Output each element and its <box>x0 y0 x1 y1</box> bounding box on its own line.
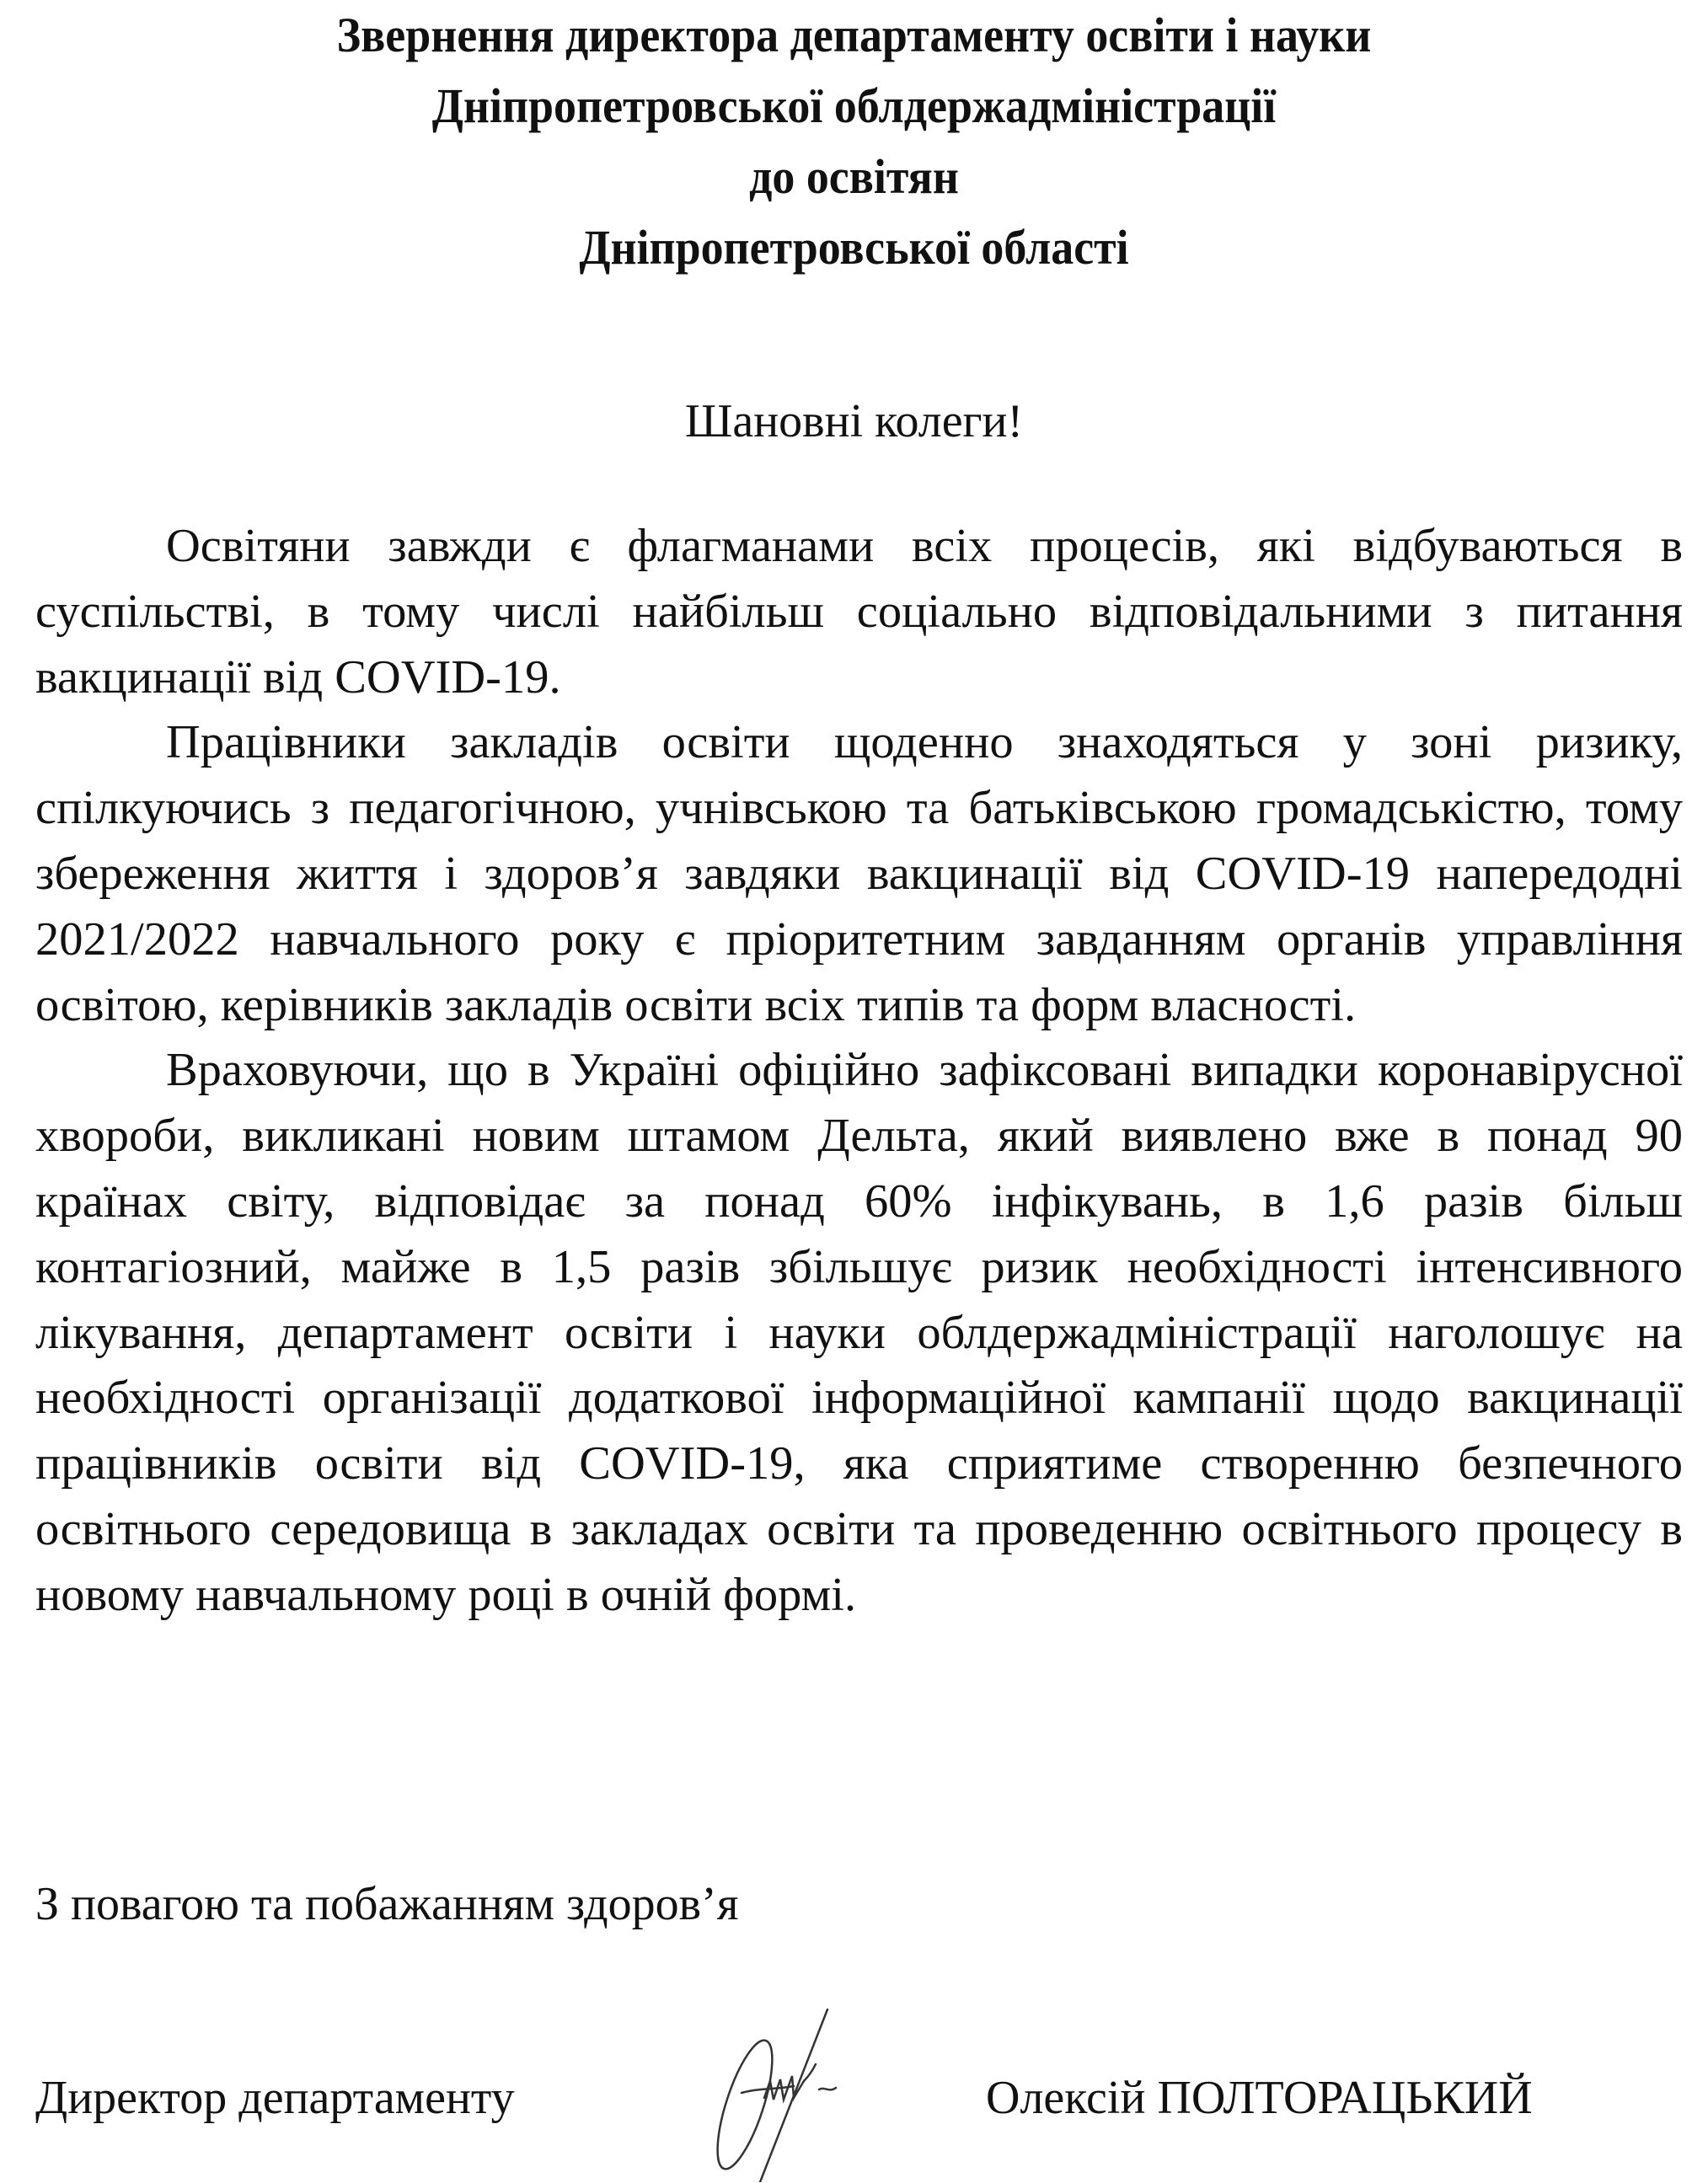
signature-block <box>35 2068 1683 2153</box>
paragraph: Освітяни завжди є флагманами всіх процесів, які відбуваються в суспільстві, в тому числі найбільш соціально відповідальними з питання вакцинації від COVID-19. <box>35 520 1683 704</box>
title-line: Дніпропетровської облдержадміністрації <box>431 78 1277 133</box>
title-line: Звернення директора департаменту освіти і науки <box>336 8 1372 62</box>
signatory-position: Директор департаменту <box>35 2072 515 2124</box>
signatory-name: Олексій ПОЛТОРАЦЬКИЙ <box>986 2072 1533 2124</box>
closing-phrase: З повагою та побажанням здоров’я <box>35 1878 739 1930</box>
document-title <box>0 0 1708 283</box>
paragraph: Працівники закладів освіти щоденно знаходяться у зоні ризику, спілкуючись з педагогічною, учнівською та батьківською громадськістю, тому збереження життя і здоров’я завдяки вакцинації від COVID-19 напередодні 2021/2022 навчального року є пріоритетним завданням органів управління освітою, керівників закладів освіти всіх типів та форм власності. <box>35 716 1683 1031</box>
greeting: Шановні колеги! <box>684 395 1024 447</box>
document-body <box>35 514 1683 1629</box>
title-line: Дніпропетровської області <box>579 220 1129 275</box>
paragraph: Враховуючи, що в Україні офіційно зафіксовані випадки коронавірусної хвороби, викликані новим штамом Дельта, який виявлено вже в понад 90 країнах світу, відповідає за понад 60% інфікувань, в 1,6 разів більш контагіозний, майже в 1,5 разів збільшує ризик необхідності інтенсивного лікування, департамент освіти і науки облдержадміністрації наголошує на необхідності організації додаткової інформаційної кампанії щодо вакцинації працівників освіти від COVID-19, яка сприятиме створенню безпечного освітнього середовища в закладах освіти та проведенню освітнього процесу в новому навчальному році в очній формі. <box>35 1044 1683 1621</box>
title-line: до освітян <box>749 149 959 204</box>
signature-icon <box>701 2005 971 2182</box>
